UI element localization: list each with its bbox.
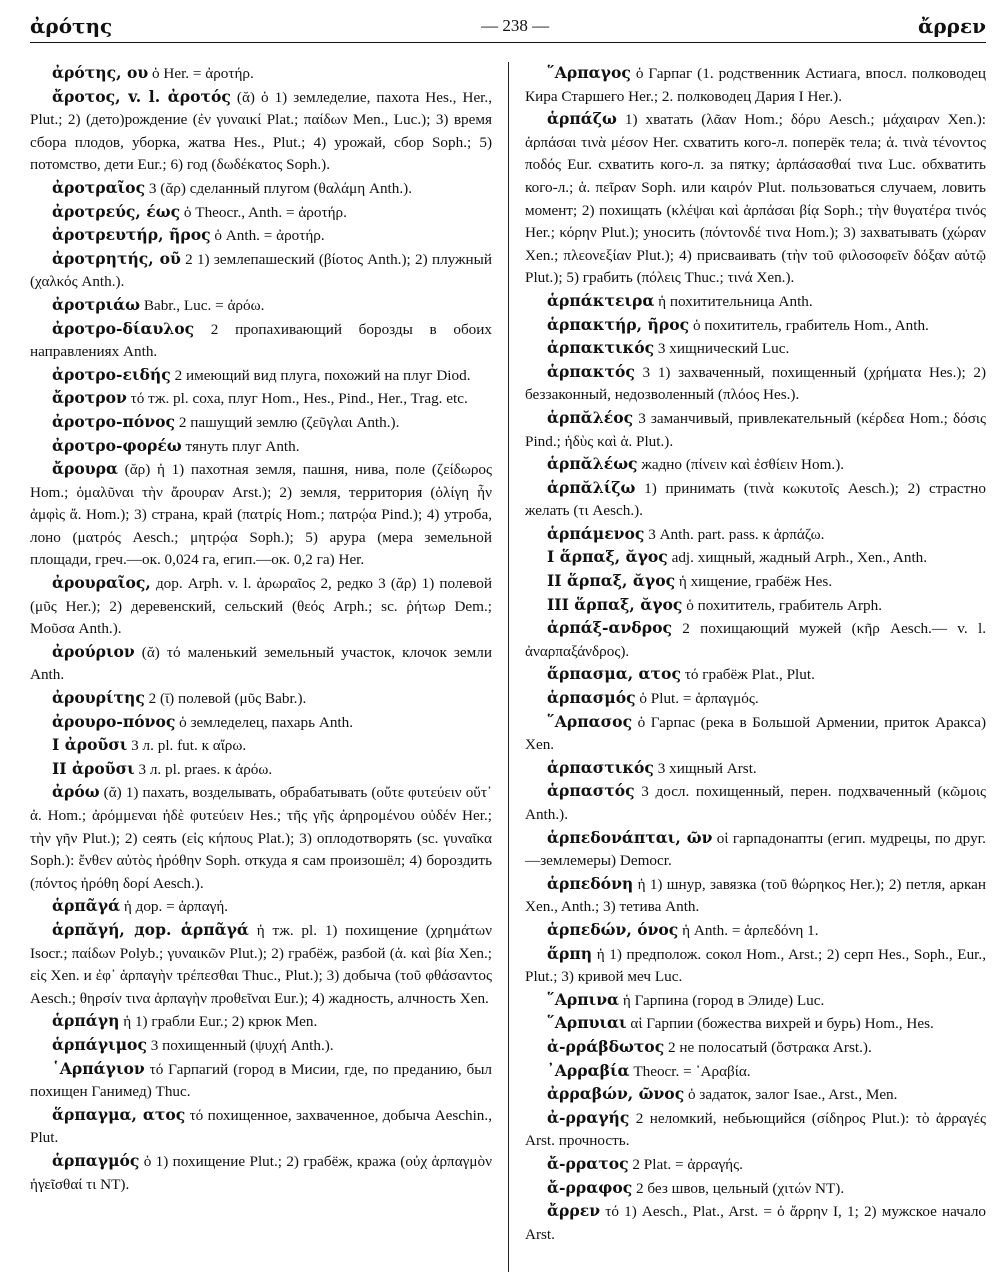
entry-definition: 3 похищенный (ψυχή Anth.). [146,1036,334,1054]
dictionary-entry [30,294,492,318]
dictionary-entry [525,873,986,919]
entry-headword: ῞Αρπασος [547,711,633,731]
entry-headword: ἀροτρητής, οῦ [52,248,181,268]
dictionary-entry [525,314,986,338]
dictionary-entry [30,86,492,177]
entry-headword: I ἀροῦσι [52,735,128,755]
entry-definition: 2 пропахивающий борозды в обоих направлениях Anth. [30,320,492,361]
entry-definition: (ᾰ) τό маленький земельный участок, клочок земли Anth. [30,643,492,684]
entry-headword: ἄροτος, v. l. ἀροτός [52,86,231,106]
entry-headword: ἁρπάκτειρα [547,290,655,310]
dictionary-entry [30,1010,492,1034]
entry-headword: ἀ-ρράβδωτος [547,1036,665,1056]
entry-headword: ἁρπάξ-ανδρος [547,618,672,638]
entry-definition: 2 пашущий землю (ζεῦγλαι Anth.). [175,413,400,431]
dictionary-entry [525,62,986,108]
entry-headword: ῞Αρπαγος [547,63,631,82]
entry-definition: 2 без швов, цельный (χιτών NT). [632,1179,845,1197]
entry-headword: ἀρουραῖος, [52,573,151,593]
entry-definition: τό Гарпагий (город в Мисии, где, по преданию, был похищен Ганимед) Thuc. [30,1060,492,1101]
entry-headword: ἀροτρεύς, έως [52,201,181,221]
entry-headword: ῞Αρπινα [547,989,620,1009]
dictionary-entry [30,687,492,711]
dictionary-entry [30,895,492,919]
entry-definition: тянуть плуг Anth. [181,437,300,455]
dictionary-entry [30,364,492,388]
entry-definition: 3 хищнический Luc. [654,340,790,358]
entry-headword: III ἅρπαξ, ᾰγος [547,594,683,614]
entry-definition: 3 л. pl. praes. к ἀρόω. [134,760,273,778]
dictionary-entry [525,1012,986,1036]
entry-headword: ῾Αρπάγιον [52,1058,145,1078]
page-number: — 238 — [481,16,550,35]
entry-definition: (ᾰ) 1) пахать, возделывать, обрабатывать (οὔτε φυτεύειν οὔτ᾽ ἀ. Hom.; ἀρόμμεναι ἠδὲ φυτεύειν Hes.; τῆς γῆς ἀρηρομένου οὐδέν Her.; τὴν γῆν Plut.); 2) сеять (εἰς κήπους Plat.); 3) оплодотворять (sc. γυναῖκα Soph.): ἔνθεν αὐτὸς ἠρόθην Soph. откуда я сам произошёл; 4) бороздить (πόντος ἠρόθη δορί Aesch.). [30,784,492,892]
entry-headword: ἅρπασμα, ατος [547,664,681,684]
entry-headword: ἁρπάγιμος [52,1034,147,1054]
entry-definition: ἡ похитительница Anth. [654,292,813,310]
dictionary-entry [525,1083,986,1107]
right-column [508,62,986,1272]
dictionary-entry [525,1153,986,1177]
dictionary-entry [525,407,986,453]
entry-headword: ἁρπᾰλίζω [547,477,636,497]
entry-definition: Theocr. = ᾿Αραβία. [629,1062,751,1080]
entry-headword: ἀρουρο-πόνος [52,711,176,731]
entry-definition: 1) принимать (τινὰ κωκυτοῖς Aesch.); 2) страстно желать (τι Aesch.). [525,479,986,520]
entry-headword: ἁρπεδόνη [547,873,634,893]
dictionary-entry [525,989,986,1013]
dictionary-entry [30,435,492,459]
entry-definition: ὁ задаток, залог Isae., Arst., Men. [684,1086,898,1104]
entry-headword: ἄροτρον [52,388,127,408]
dictionary-entry [525,827,986,873]
entry-definition: 2 имеющий вид плуга, похожий на плуг Diod. [170,366,471,384]
entry-headword: ἄρουρα [52,459,118,479]
dictionary-entry [30,711,492,735]
entry-headword: ἁρπεδών, όνος [547,919,679,939]
entry-definition: 3 (ᾰρ) сделанный плугом (θαλάμη Anth.). [145,179,413,197]
entry-definition: ὁ 1) похищение Plut.; 2) грабёж, кража (οὐχ ἁρπαγμὸν ἡγεῖσθαί τι NT). [30,1152,492,1193]
dictionary-entry [525,663,986,687]
entry-headword: ἁρπᾰλέως [547,454,638,474]
dictionary-entry [525,1036,986,1060]
header-first-word: ἀρότης [30,14,113,38]
entry-definition: τό 1) Aesch., Plat., Arst. = ὁ ἄρρην I, 1; 2) мужское начало Arst. [525,1203,986,1243]
entry-headword: ἁρπακτικός [547,338,655,358]
entry-definition: ἡ 1) грабли Eur.; 2) крюк Men. [119,1013,318,1031]
entry-headword: ἅρπαγμα, ατος [52,1104,186,1124]
entry-definition: 3 хищный Arst. [653,759,757,777]
entry-definition: 2 не полосатый (ὄστρακα Arst.). [664,1038,872,1056]
entry-definition: 2 (ῑ) полевой (μῦς Babr.). [144,690,307,708]
entry-headword: ἅρπη [547,943,593,963]
dictionary-entry [525,594,986,618]
entry-definition: 2 1) землепашеский (βίοτος Anth.); 2) плужный (χαλκός Anth.). [30,250,492,291]
entry-headword: ἀ-ρραγής [547,1107,630,1127]
entry-definition: жадно (πίνειν καὶ ἐσθίειν Hom.). [637,456,845,474]
dictionary-entry [30,411,492,435]
dictionary-entry [525,1177,986,1201]
dictionary-entry [525,523,986,547]
entry-headword: I ἅρπαξ, ᾰγος [547,547,668,567]
entry-definition: αἱ Гарпии (божества вихрей и бурь) Hom., Hes. [626,1015,934,1033]
dictionary-entry [525,943,986,989]
dictionary-entry [525,453,986,477]
entry-definition: Babr., Luc. = ἀρόω. [140,296,265,314]
dictionary-entry [30,572,492,641]
dictionary-entry [525,757,986,781]
entry-definition: ἡ Anth. = ἁρπεδόνη 1. [678,921,819,939]
dictionary-entry [525,546,986,570]
dictionary-entry [525,361,986,407]
entry-headword: ἁρπάγη [52,1011,120,1031]
entry-definition: οἱ гарпадонапты (егип. мудрецы, по друг.—землемеры) Democr. [525,829,986,870]
entry-definition: ὁ Her. = ἀροτήρ. [148,65,254,82]
left-column [30,62,508,1272]
entry-definition: (ᾰρ) ἡ 1) пахотная земля, пашня, нива, поле (ζείδωρος Hom.; ὁμαλῦναι τὴν ἄρουραν Arst.); 2) земля, территория (ὀλίγη ἦν ἀμφὶς ἄ. Hom.); 3) страна, край (πατρίς Hom.; πατρῴα Pind.); 4) утроба, лоно (ματρός Aesch.; μητρῴα Soph.); 5) арура (мера земельной площади, греч.—ок. 0,024 га, егип.—ок. 0,2 га) Her. [30,461,492,569]
entry-headword: ἁρπάζω [547,109,617,129]
dictionary-entry [30,224,492,248]
entry-definition: ὁ похититель, грабитель Hom., Anth. [689,316,929,334]
entry-headword: ἁρπᾰγή, дор. ἁρπᾶγά [52,919,249,939]
entry-headword: ἀρραβών, ῶνος [547,1084,685,1104]
dictionary-entry [30,458,492,572]
dictionary-entry [525,617,986,663]
dictionary-entry [30,641,492,687]
entry-headword: ἀροτραῖος [52,177,146,197]
running-head [30,10,986,43]
entry-definition: adj. хищный, жадный Arph., Xen., Anth. [667,549,928,567]
entry-definition: ὁ Plut. = ἁρπαγμός. [635,690,759,708]
dictionary-entry [525,1107,986,1153]
entry-headword: ἁρπάμενος [547,523,645,543]
dictionary-entry [525,570,986,594]
dictionary-entry [525,919,986,943]
dictionary-entry [525,337,986,361]
entry-headword: ἀρουρίτης [52,688,145,708]
dictionary-entry [30,1058,492,1104]
entry-headword: ἁρπαγμός [52,1150,140,1170]
dictionary-entry [30,919,492,1010]
dictionary-entry [30,201,492,225]
entry-headword: ἄ-ρρατος [547,1153,629,1173]
entry-headword: ἀροτρευτήρ, ῆρος [52,225,211,245]
entry-definition: ὁ Theocr., Anth. = ἀροτήρ. [180,203,347,221]
entry-definition: τό похищенное, захваченное, добыча Aeschin., Plut. [30,1106,492,1147]
dictionary-entry [30,177,492,201]
entry-definition: 2 похищающий мужей (κῆρ Aesch.— v. l. ἀναρπαξάνδρος). [525,620,986,660]
entry-headword: ἁρπεδονάπται, ῶν [547,827,713,847]
header-last-word: ἄρρεν [917,14,986,38]
entry-headword: II ἅρπαξ, ᾰγος [547,571,676,591]
dictionary-entry [525,711,986,757]
entry-definition: ἡ Гарпина (город в Элиде) Luc. [619,991,825,1009]
entry-headword: ἀρόω [52,782,100,802]
entry-definition: 3 Anth. part. pass. к ἁρπάζω. [644,525,825,543]
dictionary-entry [30,387,492,411]
entry-definition: ὁ Anth. = ἀροτήρ. [210,227,325,245]
entry-headword: ἄρρεν [547,1201,601,1221]
entry-headword: ἀροτρο-ειδής [52,364,171,384]
entry-definition: 3 досл. похищенный, перен. подхваченный (κῶμοις Anth.). [525,783,986,823]
entry-headword: ἁρπᾶγά [52,896,121,916]
entry-headword: ἀροτρο-δίαυλος [52,318,195,338]
entry-definition: ὁ похититель, грабитель Arph. [682,596,882,614]
entry-definition: ὁ Гарпаг (1. родственник Астиага, впосл. полководец Кира Старшего Her.; 2. полководец Дария I Her.). [525,65,986,105]
entry-headword: ἁρπαστός [547,781,635,801]
entry-definition: 2 неломкий, небьющийся (σίδηρος Plut.): τὸ ἀρραγές Arst. прочность. [525,1109,986,1150]
entry-definition: 3 л. pl. fut. к αἴρω. [127,737,247,755]
dictionary-entry [30,62,492,86]
dictionary-entry [525,477,986,523]
dictionary-entry [30,781,492,895]
entry-definition: ἡ тж. pl. 1) похищение (χρημάτων Isocr.; παίδων Polyb.; γυναικῶν Plut.); 2) грабёж, разбой (ἁ. καὶ βία Xen.; εἰς Xen. и ἐφ᾽ ἁρπαγὴν τρέπεσθαι Thuc., Plut.); 3) добыча (τοῦ φθάσαντος Aesch.; θηρσίν τινα ἁρπαγὴν προθεῖναι Eur.); 4) жадность, алчность Xen. [30,921,492,1007]
entry-definition: ἡ 1) шнур, завязка (τοῦ θώρηκος Her.); 2) петля, аркан Xen., Anth.; 3) тетива Anth. [525,875,986,916]
entry-definition: (ᾰ) ὁ 1) земледелие, пахота Hes., Her., Plut.; 2) (дето)рождение (ἐν γυναικί Plat.; παίδων Men., Luc.); 3) время сбора плодов, уборка, жатва Hes., Plut.; 4) урожай, сбор Soph.; 5) потомство, дети Eur.; 6) год (δωδέκατος Soph.). [30,88,492,174]
dictionary-entry [30,1104,492,1150]
entry-headword: ἁρπαστικός [547,757,654,777]
entry-headword: ῞Αρπυιαι [547,1013,627,1033]
entry-definition: ὁ Гарпас (река в Большой Армении, приток Аракса) Xen. [525,713,986,754]
entry-headword: ἀρούριον [52,641,135,661]
entry-headword: ἁρπακτός [547,361,635,381]
dictionary-entry [30,758,492,782]
entry-headword: ᾿Αρραβία [547,1060,630,1080]
dictionary-entry [525,290,986,314]
entry-headword: ἁρπακτήρ, ῆρος [547,314,690,334]
dictionary-entry [30,318,492,364]
entry-headword: ἁρπασμός [547,688,636,708]
entry-definition: 2 Plat. = ἀρραγής. [628,1155,743,1173]
entry-headword: ἀροτρο-πόνος [52,411,176,431]
dictionary-entry [30,248,492,294]
entry-definition: дор. Arph. v. l. ἀρωραῖος 2, редко 3 (ᾰρ) 1) полевой (μῦς Her.); 2) деревенский, сельский (θεός Arph.; sc. ῥήτωρ Dem.; Μοῦσα Anth.). [30,575,492,638]
entry-definition: 1) хватать (λᾶαν Hom.; δόρυ Aesch.; μάχαιραν Xen.): ἁρπάσαι τινὰ μέσον Her. схватить кого-л. поперёк тела; ἁ. τινὰ τένοντος ποδός Eur. схватить кого-л. за пятку; ἁρπάσασθαί τινα Luc. обхватить кого-л.; ἁ. πεῖραν Soph. или καιρόν Plut. пользоваться случаем, ловить момент; 2) похищать (κλέψαι καὶ ἁρπάσαι βίᾳ Soph.; τὴν θυγατέρα τινός Her.; κόρην Plut.); уносить (πόντονδέ τινα Hom.); 3) захватывать (χώραν Xen.; πλεονεξίαν Plut.); 4) присваивать (τὴν τοῦ φιλοσοφεῖν δόξαν αὐτῷ Plut.); 5) грабить (πόλεις Thuc.; τινά Xen.). [525,111,986,287]
entry-headword: ἄ-ρραφος [547,1177,633,1197]
entry-headword: ἁρπᾰλέος [547,407,634,427]
entry-definition: τό тж. pl. соха, плуг Hom., Hes., Pind., Her., Trag. etc. [126,390,468,408]
entry-headword: ἀροτριάω [52,294,141,314]
dictionary-entry [30,1150,492,1196]
entry-headword: ἀροτρο-φορέω [52,435,182,455]
dictionary-entry [525,1200,986,1246]
entry-definition: ἡ хищение, грабёж Hes. [675,573,833,591]
dictionary-entry [525,687,986,711]
entry-definition: ὁ земледелец, пахарь Anth. [175,713,354,731]
entry-definition: ἡ 1) предполож. сокол Hom., Arst.; 2) серп Hes., Soph., Eur., Plut.; 3) кривой меч Luc. [525,945,986,986]
dictionary-entry [525,780,986,826]
entry-definition: τό грабёж Plat., Plut. [680,666,815,684]
entry-headword: ἀρότης, ου [52,63,149,82]
entry-definition: 3 1) захваченный, похищенный (χρήματα Hes.); 2) беззаконный, недозволенный (πλόος Hes.). [525,363,986,404]
entry-definition: 3 заманчивый, привлекательный (κέρδεα Hom.; δόσις Pind.; ἡδὺς καὶ ἁ. Plut.). [525,409,986,450]
entry-headword: II ἀροῦσι [52,758,135,778]
entry-definition: ἡ дор. = ἁρπαγή. [120,898,229,916]
dictionary-entry [30,734,492,758]
text-columns [30,62,986,1272]
dictionary-entry [30,1034,492,1058]
dictionary-entry [525,108,986,290]
dictionary-entry [525,1060,986,1084]
